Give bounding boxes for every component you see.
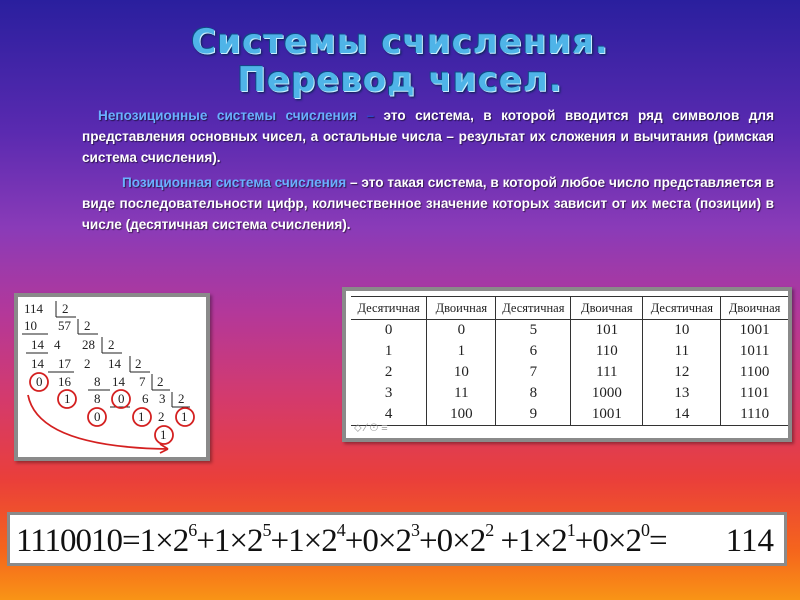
- div-num: 1: [160, 427, 167, 442]
- formula-term: $0\times 2^3+$: [362, 520, 437, 559]
- division-illustration: [14, 293, 210, 461]
- table-cell: 101: [571, 320, 643, 342]
- table-row: [351, 341, 788, 362]
- conversion-table-box: [342, 287, 792, 442]
- table-cell: 13: [643, 383, 721, 404]
- div-num: 2: [84, 318, 91, 333]
- definition-positional: – это такая система, в которой любое число представляется в виде последовательности цифр, количественное значение которых зависит от их места (позиции) в числе (десятичная система счисления).: [82, 175, 774, 232]
- div-num: 2: [62, 301, 69, 316]
- table-row: [351, 362, 788, 383]
- table-cell: 5: [496, 320, 571, 342]
- div-num: 1: [181, 409, 188, 424]
- column-header: Двоичная: [571, 297, 643, 320]
- table-cell: 1001: [571, 404, 643, 426]
- table-cell: 2: [384, 364, 393, 380]
- table-row: [351, 404, 788, 426]
- table-cell: 111: [571, 362, 643, 383]
- term-nonpositional: Непозиционные системы счисления: [98, 108, 358, 123]
- column-header: Десятичная: [351, 297, 427, 320]
- div-num: 2: [135, 356, 142, 371]
- paragraph-positional: [82, 172, 774, 235]
- table-cell: 1101: [721, 383, 788, 404]
- table-cell: 12: [643, 362, 721, 383]
- table-cell: 10: [643, 320, 721, 342]
- div-num: 10: [24, 318, 37, 333]
- table-cell: 0: [384, 322, 393, 338]
- div-num: 3: [159, 391, 166, 406]
- slide-title-line1: Системы счисления.: [191, 22, 609, 62]
- div-num: 7: [139, 374, 146, 389]
- div-num: 6: [142, 391, 149, 406]
- formula-term: $1\times 2^1+$: [518, 520, 593, 559]
- table-cell: 1000: [571, 383, 643, 404]
- table-row: [351, 320, 788, 342]
- div-num: 1: [138, 409, 145, 424]
- table-cell: 11: [427, 383, 496, 404]
- div-num: 8: [94, 374, 101, 389]
- table-cell: 11: [643, 341, 721, 362]
- term-positional: Позиционная система счисления: [122, 175, 347, 190]
- div-num: 0: [118, 391, 125, 406]
- formula-term: $1\times 2^5+$: [213, 520, 289, 559]
- table-cell: 10: [427, 362, 496, 383]
- remainder-circles: [28, 373, 194, 453]
- definition-nonpositional: это система, в которой вводится ряд символов для представления основных чисел, а остальные числа – результат их сложения и вычитания (римская система счисления).: [82, 108, 774, 165]
- column-header: Десятичная: [643, 297, 721, 320]
- div-num: 0: [94, 409, 101, 424]
- div-num: 17: [58, 356, 71, 371]
- div-num: 14: [112, 374, 125, 389]
- table-cell: 6: [496, 341, 571, 362]
- slide-title-line2: Перевод чисел.: [237, 60, 563, 100]
- div-num: 14: [31, 356, 44, 371]
- div-num: 114: [24, 301, 44, 316]
- formula-lhs: 1110010=: [16, 523, 140, 559]
- column-header: Двоичная: [721, 297, 788, 320]
- table-cell: 1: [384, 343, 393, 359]
- table-row: [351, 383, 788, 404]
- formula-term: $0\times 2^2$ +: [436, 520, 519, 559]
- formula-box: [7, 512, 787, 566]
- table-cell: 4: [351, 404, 427, 426]
- image-toolbar-icon: ⬦ ⁄ ⊙ ≡: [354, 422, 388, 434]
- table-cell: 1011: [721, 341, 788, 362]
- div-num: 2: [84, 356, 91, 371]
- paragraph-nonpositional: [82, 105, 774, 168]
- div-num: 2: [158, 409, 165, 424]
- table-cell: 1110: [721, 404, 788, 426]
- div-num: 0: [36, 374, 43, 389]
- formula-term: $0\times 2^0=$: [592, 520, 667, 559]
- column-header: Двоичная: [427, 297, 496, 320]
- div-num: 1: [64, 391, 71, 406]
- table-cell: 0: [427, 320, 496, 342]
- formula-result: 114: [725, 523, 774, 559]
- term-dash: –: [357, 108, 384, 123]
- div-num: 28: [82, 337, 95, 352]
- table-cell: 3: [384, 385, 393, 401]
- column-header: Десятичная: [496, 297, 571, 320]
- table-cell: 110: [571, 341, 643, 362]
- table-cell: 14: [643, 404, 721, 426]
- formula-term: $1\times 2^6+$: [139, 520, 214, 559]
- div-num: 4: [54, 337, 61, 352]
- table-cell: 8: [496, 383, 571, 404]
- div-num: 2: [157, 374, 164, 389]
- conversion-table: [351, 296, 788, 426]
- div-num: 14: [108, 356, 121, 371]
- div-num: 8: [94, 391, 101, 406]
- div-num: 2: [178, 391, 185, 406]
- table-header-row: [351, 297, 788, 320]
- table-cell: 1100: [721, 362, 788, 383]
- table-cell: 7: [496, 362, 571, 383]
- div-num: 16: [58, 374, 71, 389]
- table-cell: 1: [427, 341, 496, 362]
- formula-term: $1\times 2^4+$: [288, 520, 363, 559]
- expansion-formula: [16, 521, 667, 561]
- div-num: 2: [108, 337, 115, 352]
- div-num: 14: [31, 337, 44, 352]
- table-cell: 1001: [721, 320, 788, 342]
- table-cell: 100: [427, 404, 496, 426]
- div-num: 57: [58, 318, 71, 333]
- table-cell: 9: [496, 404, 571, 426]
